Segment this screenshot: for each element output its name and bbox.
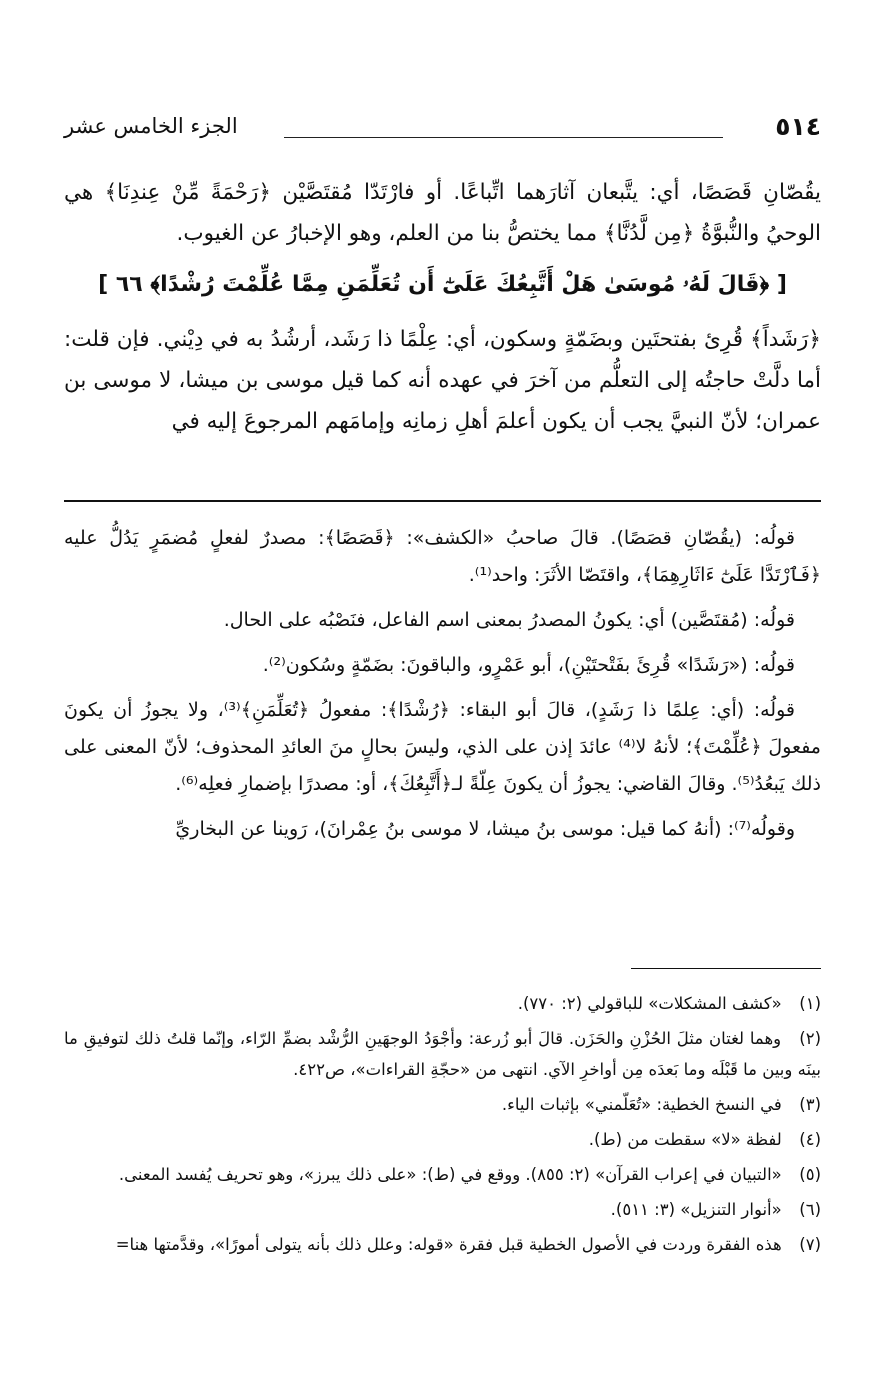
footnote bbox=[64, 1089, 821, 1120]
page-number: ٥١٤ bbox=[775, 112, 821, 141]
footnote-text: «أنوار التنزيل» (٣: ٥١١). bbox=[610, 1200, 782, 1219]
commentary-section bbox=[64, 520, 821, 856]
footnote-text: في النسخ الخطية: «تُعَلّمني» بإثبات الياء. bbox=[501, 1095, 782, 1114]
footnote-number: (١) bbox=[799, 994, 821, 1013]
main-paragraph: ﴿رَشَداً﴾ قُرِئ بفتحتَين وبضَمّةٍ وسكون، أي: عِلْمًا ذا رَشَد، أرشُدُ به في دِيْني. فإن قلت: أما دلَّتْ حاجتُه إلى التعلُّم من آخرَ في عهده أنه كما قيل موسى بن ميشا، لا موسى بن عمران؛ لأنّ النبيَّ يجب أن يكون أعلمَ أهلِ زمانِه وإمامَهم المرجوعَ إليه في bbox=[64, 327, 821, 434]
page-header bbox=[64, 112, 821, 152]
header-rule bbox=[284, 137, 723, 138]
footnote bbox=[64, 1023, 821, 1085]
running-title: الجزء الخامس عشر bbox=[64, 114, 238, 138]
commentary-paragraph: قولُه: (مُقتَصَّين) أي: يكونُ المصدرُ بمعنى اسم الفاعل، فنَصْبُه على الحال. bbox=[223, 609, 795, 631]
quran-verse: [ ﴿قَالَ لَهُۥ مُوسَىٰ هَلْ أَتَّبِعُكَ عَلَىٰٓ أَن تُعَلِّمَنِ مِمَّا عُلِّمْتَ رُشْدًا﴾ ٦٦ ] bbox=[98, 272, 787, 297]
footnote-rule bbox=[631, 968, 821, 969]
footnote-number: (٦) bbox=[799, 1200, 821, 1219]
commentary-paragraph: قولُه: (يقُصّانِ قصَصًا). قالَ صاحبُ «الكشف»: ﴿قَصَصًا﴾: مصدرٌ لفعلٍ مُضمَرٍ يَدُلُّ عليه ﴿فَٱرْتَدَّا عَلَىٰٓ ءَاثَارِهِمَا﴾، واقتَصّا الأثَرَ: واحد⁽¹⁾. bbox=[64, 527, 821, 586]
footnote-number: (٧) bbox=[799, 1235, 821, 1254]
footnote-text: «كشف المشكلات» للباقولي (٢: ٧٧٠). bbox=[517, 994, 782, 1013]
footnote-number: (٥) bbox=[799, 1165, 821, 1184]
commentary-paragraph: قولُه: (أي: عِلمًا ذا رَشَدٍ)، قالَ أبو البقاء: ﴿رُشْدًا﴾: مفعولُ ﴿تُعَلِّمَنِ﴾⁽³⁾، ولا يجوزُ أن يكونَ مفعولَ ﴿عُلِّمْتَ﴾؛ لأنهُ لا⁽⁴⁾ عائدَ إذن على الذي، وليسَ بحالٍ منَ العائدِ المحذوف؛ لأنّ المعنى على ذلك يَبعُدُ⁽⁵⁾. وقالَ القاضي: يجوزُ أن يكونَ عِلّةً لـ﴿أَتَّبِعُكَ﴾، أو: مصدرًا بإضمارِ فعلِه⁽⁶⁾. bbox=[64, 699, 821, 795]
commentary-separator bbox=[64, 500, 821, 502]
footnote bbox=[64, 988, 821, 1019]
commentary-paragraph: قولُه: («رَشَدًا» قُرِئَ بفَتْحتَيْنِ)، أبو عَمْرٍو، والباقونَ: بضَمّةٍ وسُكون⁽²⁾. bbox=[262, 654, 795, 676]
footnote bbox=[64, 1194, 821, 1225]
footnote bbox=[64, 1229, 821, 1260]
commentary-paragraph: وقولُه⁽⁷⁾: (أنهُ كما قيل: موسى بنُ ميشا، لا موسى بنُ عِمْرانَ)، رَوينا عن البخاريِّ bbox=[175, 818, 795, 840]
footnotes bbox=[64, 988, 821, 1264]
footnote-text: وهما لغتان مثلَ الحُزْنِ والحَزَن. قالَ أبو زُرعة: وأجْوَدُ الوجهَينِ الرُّشْد بضمِّ الرّاء، وإنّما قلتُ ذلك لتوفيقِ ما بينَه وبين ما قَبْلَه وما بَعدَه مِن أواخرِ الآي. انتهى من «حجّةِ القراءات»، ص٤٢٢. bbox=[64, 1029, 821, 1079]
footnote-text: «التبيان في إعراب القرآن» (٢: ٨٥٥). ووقع في (ط): «على ذلك يبرز»، وهو تحريف يُفسد المعنى. bbox=[118, 1165, 782, 1184]
main-paragraph: يقُصّانِ قَصَصًا، أي: يتَّبعان آثارَهما اتِّباعًا. أو فارْتَدّا مُقتَصَّيْن ﴿رَحْمَةً مِّنْ عِندِنَا﴾ هي الوحيُ والنُّبوَّةُ ﴿مِن لَّدُنَّا﴾ مما يختصُّ بنا من العلم، وهو الإخبارُ عن الغيوب. bbox=[64, 180, 821, 246]
footnote bbox=[64, 1159, 821, 1190]
main-text bbox=[64, 172, 821, 452]
footnote-text: لفظة «لا» سقطت من (ط). bbox=[588, 1130, 782, 1149]
footnote-text: هذه الفقرة وردت في الأصول الخطية قبل فقرة «قوله: وعلل ذلك بأنه يتولى أمورًا»، وقدَّمتها هنا= bbox=[115, 1235, 782, 1254]
footnote bbox=[64, 1124, 821, 1155]
footnote-number: (٤) bbox=[799, 1130, 821, 1149]
footnote-number: (٣) bbox=[799, 1095, 821, 1114]
footnote-number: (٢) bbox=[799, 1029, 822, 1048]
